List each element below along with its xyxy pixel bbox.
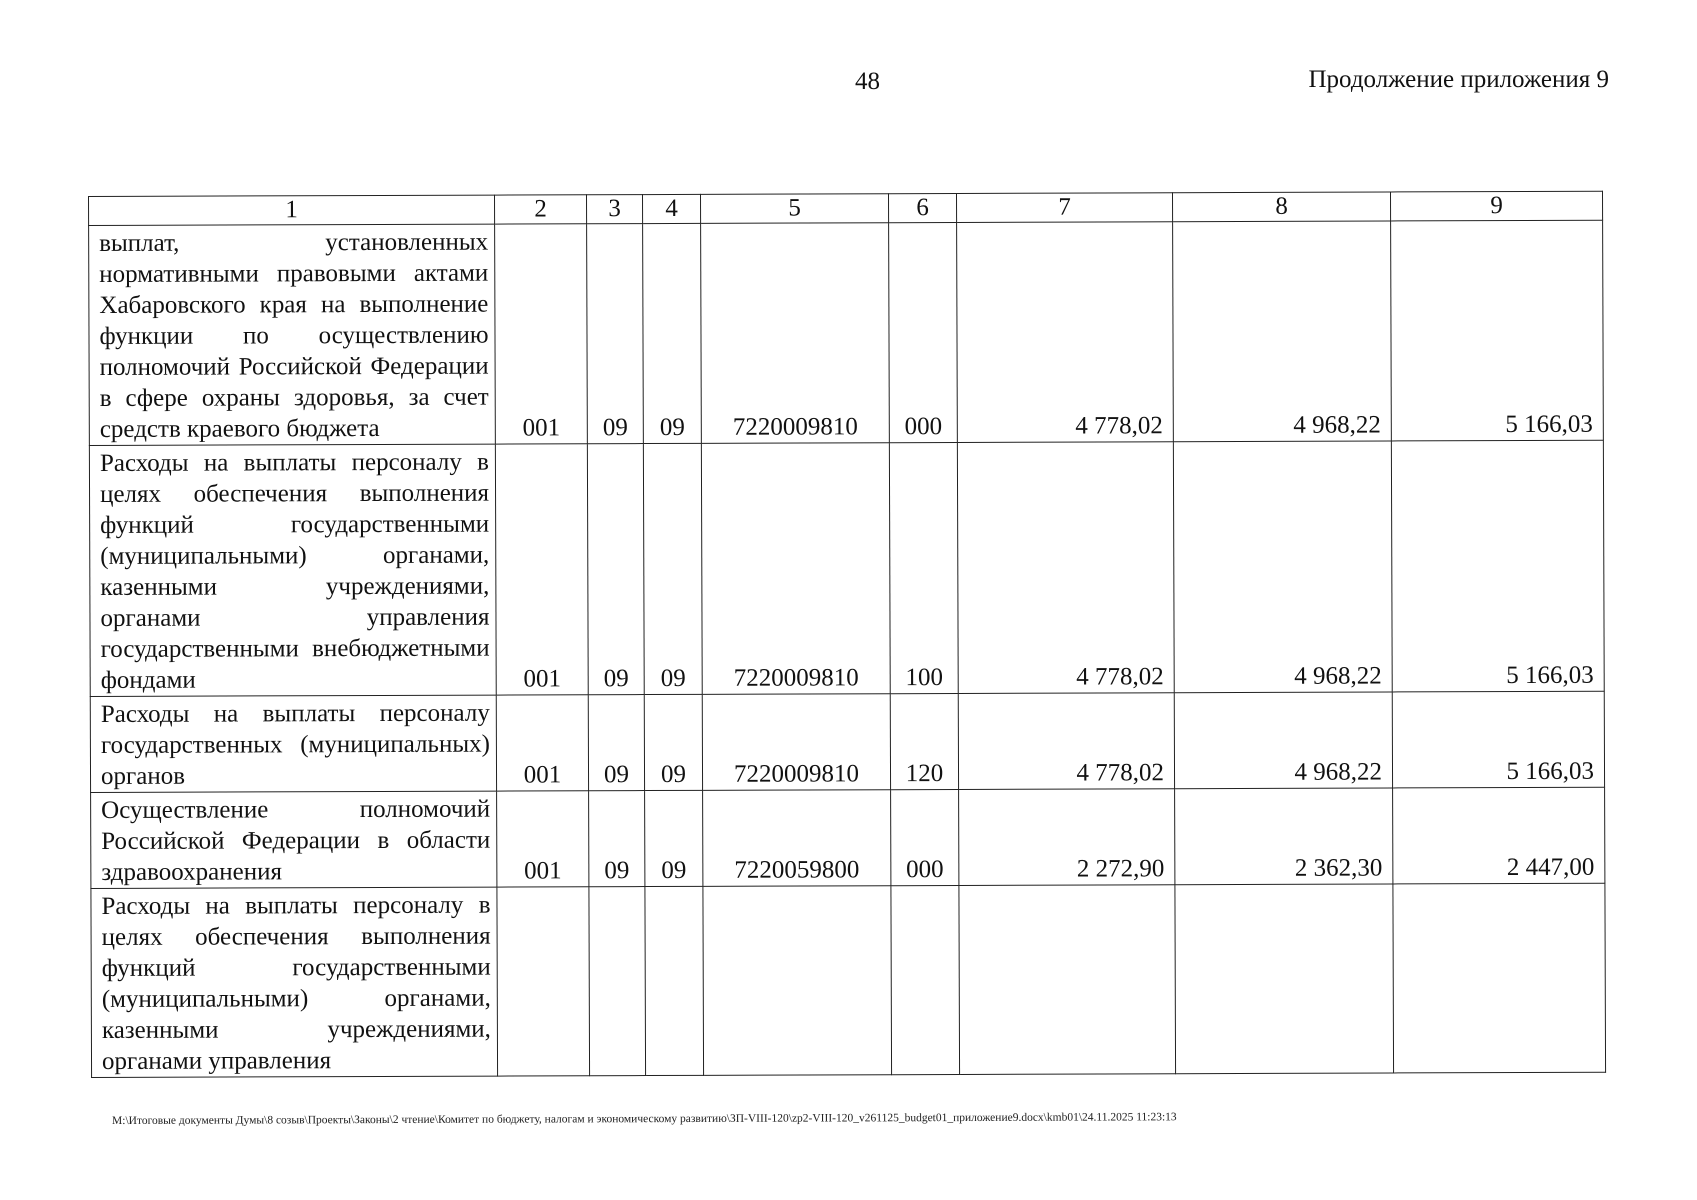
appendix-title: Продолжение приложения 9 <box>1308 66 1609 93</box>
table-row <box>89 440 1604 696</box>
expense-type-cell: 120 <box>890 693 958 789</box>
subsection-code-cell: 09 <box>644 694 702 790</box>
amount-col8-cell: 4 968,22 <box>1173 441 1392 693</box>
amount-col9-cell <box>1393 883 1606 1073</box>
column-header: 9 <box>1390 191 1602 221</box>
section-code-cell: 09 <box>589 791 645 887</box>
subsection-code-cell: 09 <box>643 223 702 443</box>
expense-type-cell <box>891 885 960 1074</box>
column-header: 1 <box>89 195 495 225</box>
amount-col7-cell: 2 272,90 <box>959 789 1175 886</box>
expense-name-cell: выплат, установленных нормативными правовыми актами Хабаровского края на выполнение функции по осуществлению полномочий Российской Федерации в сфере охраны здоровья, за счет средств краевого бюджета <box>89 224 496 445</box>
column-header: 4 <box>642 194 700 223</box>
column-header: 7 <box>956 193 1172 223</box>
budget-table <box>88 191 1606 1078</box>
section-code-cell: 09 <box>588 695 644 791</box>
column-header: 2 <box>494 195 586 224</box>
ministry-code-cell: 001 <box>495 444 588 695</box>
expense-name-cell: Расходы на выплаты персоналу в целях обеспечения выполнения функций государственными (муниципальными) органами, казенными учреждениями, органами управления государственными внебюджетными фондами <box>89 444 496 696</box>
column-header: 6 <box>888 193 956 222</box>
amount-col9-cell: 5 166,03 <box>1391 220 1604 441</box>
amount-col7-cell: 4 778,02 <box>958 693 1174 790</box>
amount-col8-cell: 2 362,30 <box>1175 788 1393 885</box>
amount-col9-cell: 5 166,03 <box>1392 691 1604 788</box>
expense-name-cell: Расходы на выплаты персоналу государственных (муниципальных) органов <box>90 695 496 792</box>
target-article-cell <box>703 886 892 1076</box>
amount-col8-cell: 4 968,22 <box>1174 692 1392 789</box>
table-row <box>90 691 1604 792</box>
subsection-code-cell: 09 <box>643 443 702 694</box>
amount-col7-cell <box>959 885 1176 1075</box>
amount-col9-cell: 5 166,03 <box>1391 440 1604 692</box>
ministry-code-cell: 001 <box>495 224 588 444</box>
table-row <box>89 220 1604 445</box>
table-row <box>91 883 1606 1077</box>
table-row <box>91 787 1605 888</box>
section-code-cell <box>589 887 646 1076</box>
amount-col7-cell: 4 778,02 <box>957 442 1174 694</box>
column-header: 3 <box>586 195 642 224</box>
expense-name-cell: Осуществление полномочий Российской Федерации в области здравоохранения <box>91 791 497 888</box>
file-path-footer: М:\Итоговые документы Думы\8 созыв\Проекты\Законы\2 чтение\Комитет по бюджету, налогам и экономическому развитию\ЗП-VIII-120\zp2-VIII-120_v261125_budget01_приложение9.docx\kmb01\24.11.2025 11:23:13 <box>112 1111 1177 1127</box>
amount-col8-cell: 4 968,22 <box>1173 221 1392 442</box>
amount-col8-cell <box>1175 884 1394 1074</box>
expense-name-cell: Расходы на выплаты персоналу в целях обеспечения выполнения функций государственными (муниципальными) органами, казенными учреждениями, органами управления <box>91 887 498 1077</box>
target-article-cell: 7220009810 <box>702 694 890 791</box>
amount-col7-cell: 4 778,02 <box>957 222 1174 443</box>
ministry-code-cell: 001 <box>497 791 589 887</box>
target-article-cell: 7220009810 <box>701 443 890 695</box>
budget-table-container <box>88 191 1605 1078</box>
subsection-code-cell <box>645 886 704 1075</box>
page-number: 48 <box>855 68 880 95</box>
column-header: 8 <box>1172 192 1390 222</box>
column-header: 5 <box>700 194 888 224</box>
target-article-cell: 7220059800 <box>703 790 891 887</box>
amount-col9-cell: 2 447,00 <box>1393 787 1605 884</box>
section-code-cell: 09 <box>587 224 644 444</box>
target-article-cell: 7220009810 <box>701 223 890 444</box>
expense-type-cell: 100 <box>889 442 958 693</box>
ministry-code-cell: 001 <box>496 695 588 791</box>
expense-type-cell: 000 <box>891 789 959 885</box>
subsection-code-cell: 09 <box>645 790 703 886</box>
expense-type-cell: 000 <box>889 222 958 442</box>
section-code-cell: 09 <box>587 444 644 695</box>
ministry-code-cell <box>497 887 590 1076</box>
